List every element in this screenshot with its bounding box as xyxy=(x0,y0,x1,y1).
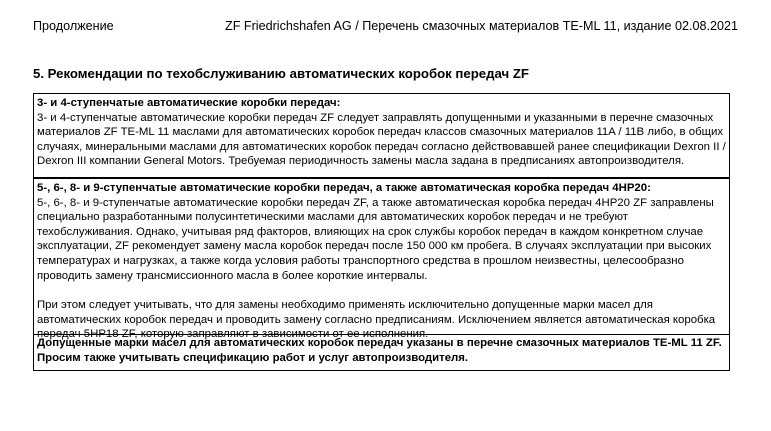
box-approved-oils-note xyxy=(33,334,730,371)
box-paragraph: При этом следует учитывать, что для замены необходимо применять исключительно допущенные марки масел для автоматических коробок передач и проводить замену согласно предписаниям. Исключением является автоматическая коробка передач 5HP18 ZF, которую заправляют в зависимости от ее исполнения. xyxy=(37,299,716,341)
box-5-6-8-9-speed xyxy=(33,178,730,341)
box-heading: 5-, 6-, 8- и 9-ступенчатые автоматические коробки передач, а также автоматическая коробка передач 4HP20: xyxy=(37,182,651,194)
box-heading: 3- и 4-ступенчатые автоматические коробки передач: xyxy=(37,97,341,109)
header-document-info: ZF Friedrichshafen AG / Перечень смазочных материалов TE-ML 11, издание 02.08.2021 xyxy=(225,19,738,33)
header-continuation: Продолжение xyxy=(33,19,114,33)
box-paragraph: 5-, 6-, 8- и 9-ступенчатые автоматические коробки передач ZF, а также автоматическая коробка передач 4HP20 ZF заправлены специально разработанными полусинтетическими маслами для автоматических коробок передач и не требуют техобслуживания. Однако, учитывая ряд факторов, влияющих на срок службы коробок передач в каждом конкретном случае эксплуатации, ZF рекомендует замену масла коробок передач после 150 000 км пробега. В случаях эксплуатации при высоких температурах и нагрузках, а также когда условия работы транспортного средства в прошлом неизвестны, целесообразно проводить замену трансмиссионного масла в более короткие интервалы. xyxy=(37,196,714,282)
box-3-4-speed xyxy=(33,93,730,178)
box-paragraph: 3- и 4-ступенчатые автоматические коробки передач ZF следует заправлять допущенными и указанными в перечне смазочных материалов ZF TE-ML 11 маслами для автоматических коробок передач классов смазочных материалов 11A / 11B либо, в общих случаях, минеральными маслами для автоматических коробок передач согласно действовавшей ранее спецификации Dexron II / Dexron III компании General Motors. Требуемая периодичность замены масла задана в предписаниях автопроизводителя. xyxy=(37,111,726,168)
box-note: Допущенные марки масел для автоматических коробок передач указаны в перечне смазочных материалов TE-ML 11 ZF. Просим также учитывать спецификацию работ и услуг автопроизводителя. xyxy=(37,337,722,364)
section-title: 5. Рекомендации по техобслуживанию автоматических коробок передач ZF xyxy=(33,66,529,81)
